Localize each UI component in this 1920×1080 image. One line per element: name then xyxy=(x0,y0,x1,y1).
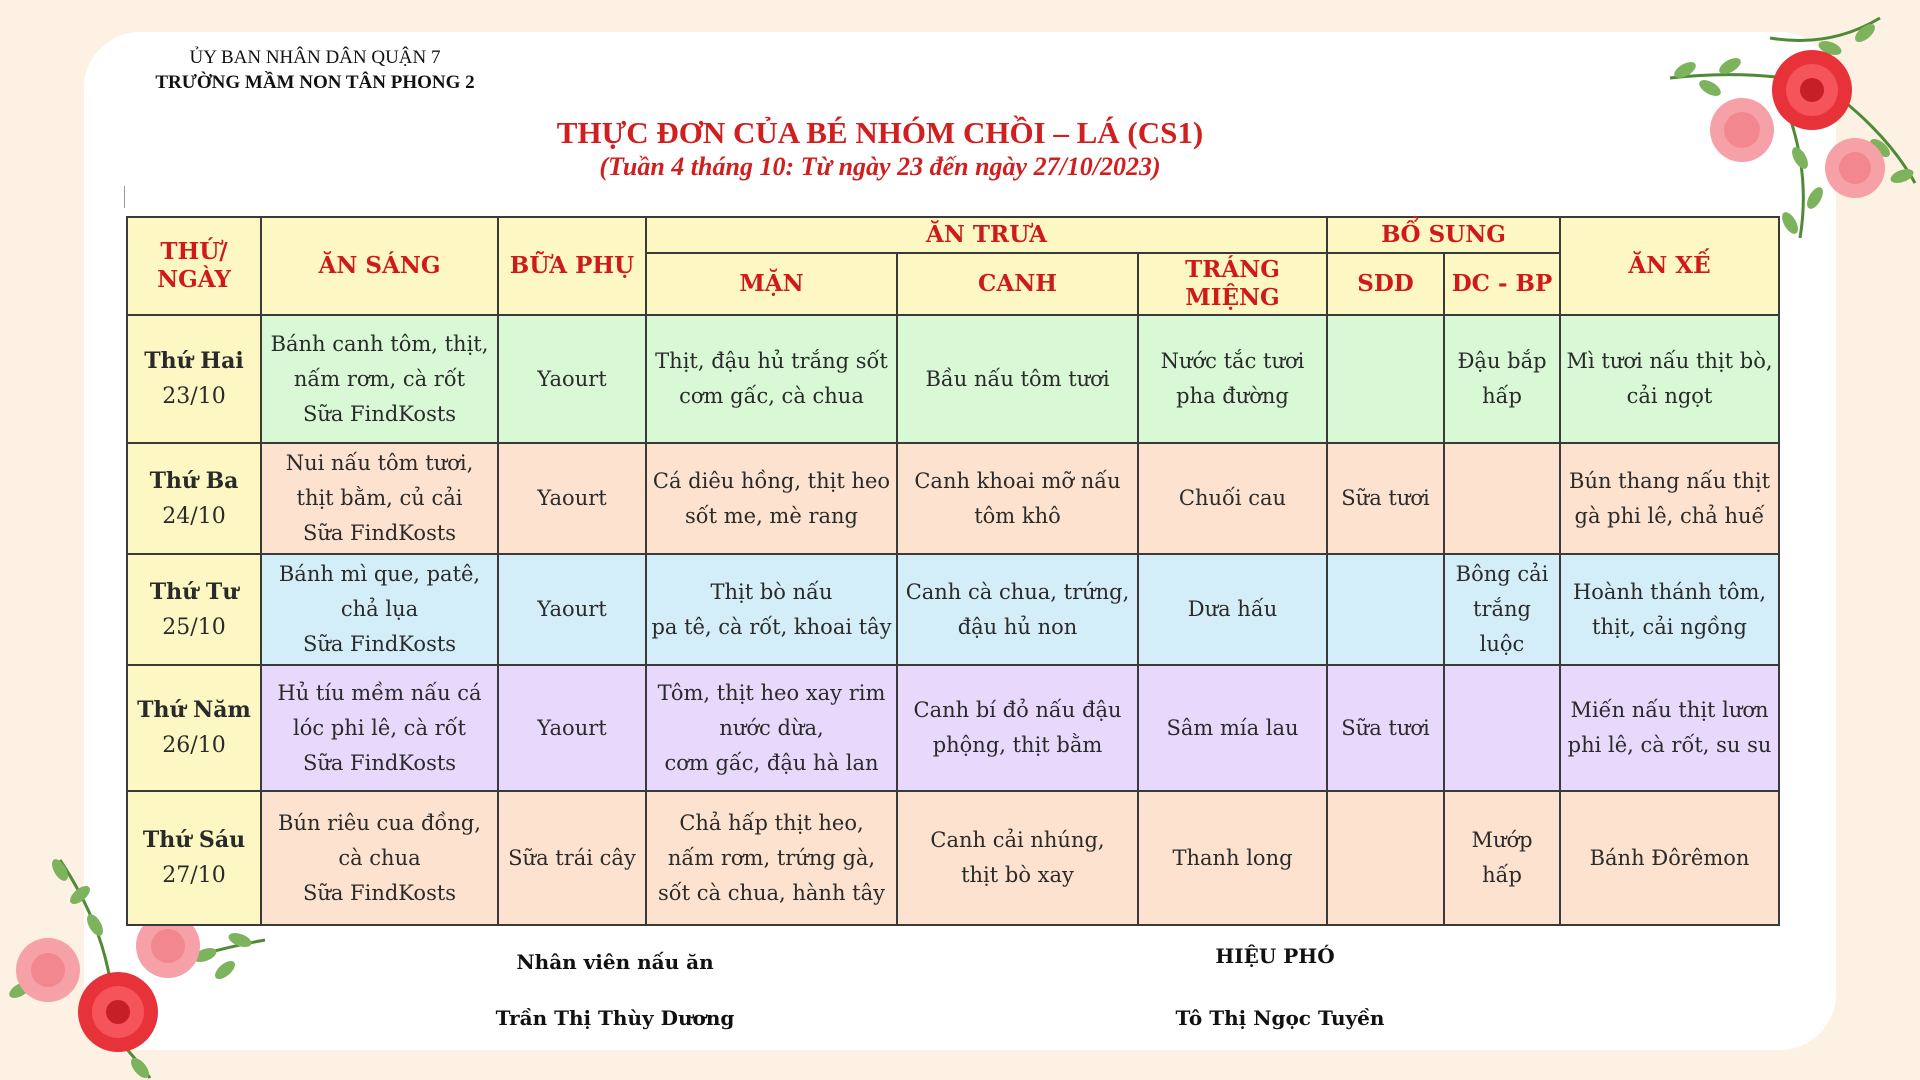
dcbp-cell xyxy=(1444,443,1560,554)
header-dcbp: DC - BP xyxy=(1444,253,1560,315)
cook-signature-title: Nhân viên nấu ăn xyxy=(516,950,714,974)
header-afternoon: ĂN XẾ xyxy=(1560,217,1779,315)
man-cell xyxy=(646,443,897,554)
cell-text: Bầu nấu tôm tươi xyxy=(925,366,1110,391)
header-canh: CANH xyxy=(897,253,1138,315)
cell-text: chả lụa xyxy=(340,597,419,621)
header-sdd: SDD xyxy=(1327,253,1444,315)
day-date: 26/10 xyxy=(162,733,226,758)
cell-text: Sữa FindKosts xyxy=(302,632,457,656)
cell-text: Canh khoai mỡ nấu xyxy=(914,468,1121,493)
cell-text: Yaourt xyxy=(537,715,607,740)
afternoon-cell xyxy=(1560,443,1779,554)
cell-text: pa tê, cà rốt, khoai tây xyxy=(651,614,892,639)
breakfast-cell xyxy=(261,665,498,791)
cell-text: Miến nấu thịt lươn xyxy=(1570,698,1769,722)
day-cell xyxy=(127,315,261,443)
cell-text: trắng xyxy=(1473,597,1531,621)
breakfast-cell xyxy=(261,315,498,443)
cell-text: Dưa hấu xyxy=(1187,597,1278,621)
menu-table xyxy=(126,216,1780,926)
cell-text: pha đường xyxy=(1176,384,1289,408)
sdd-cell xyxy=(1327,791,1444,925)
cell-text: Mướp xyxy=(1471,828,1533,852)
man-cell xyxy=(646,665,897,791)
header-supplement-group: BỔ SUNG xyxy=(1327,217,1560,253)
cell-text: phộng, thịt bằm xyxy=(932,733,1103,757)
vice-principal-name: Tô Thị Ngọc Tuyền xyxy=(1175,1006,1385,1030)
header-day: THỨ/ NGÀY xyxy=(127,217,261,315)
breakfast-cell xyxy=(261,443,498,554)
flower-decoration-top-right xyxy=(1640,8,1920,248)
cell-text: Bún riêu cua đồng, xyxy=(278,810,481,835)
page-title: THỰC ĐƠN CỦA BÉ NHÓM CHỒI – LÁ (CS1) xyxy=(556,115,1204,150)
table-row xyxy=(127,443,1779,554)
day-date: 27/10 xyxy=(162,863,226,888)
sdd-cell xyxy=(1327,443,1444,554)
cell-text: Thịt, đậu hủ trắng sốt xyxy=(655,349,888,373)
dessert-cell xyxy=(1138,665,1327,791)
cell-text: đậu hủ non xyxy=(957,614,1078,639)
org-line-2: TRƯỜNG MẦM NON TÂN PHONG 2 xyxy=(155,72,475,93)
cell-text: sốt cà chua, hành tây xyxy=(658,880,885,905)
breakfast-cell xyxy=(261,791,498,925)
cell-text: Bánh canh tôm, thịt, xyxy=(270,331,489,356)
snack-cell xyxy=(498,665,646,791)
cell-text: Yaourt xyxy=(537,366,607,391)
dcbp-cell xyxy=(1444,665,1560,791)
day-date: 24/10 xyxy=(162,503,226,529)
canh-cell xyxy=(897,443,1138,554)
cell-text: Cá diêu hồng, thịt heo xyxy=(652,468,891,493)
afternoon-cell xyxy=(1560,665,1779,791)
org-line-1: ỦY BAN NHÂN DÂN QUẬN 7 xyxy=(189,47,441,68)
cell-text: hấp xyxy=(1482,863,1522,887)
canh-cell xyxy=(897,665,1138,791)
sdd-cell xyxy=(1327,665,1444,791)
cell-text: Bông cải xyxy=(1455,562,1549,586)
cell-text: thịt bò xay xyxy=(961,863,1074,887)
canh-cell xyxy=(897,791,1138,925)
sdd-cell xyxy=(1327,554,1444,665)
table-row xyxy=(127,315,1779,443)
cell-text: Sữa FindKosts xyxy=(302,880,457,905)
vice-principal-title: HIỆU PHÓ xyxy=(1215,944,1335,968)
dessert-cell xyxy=(1138,315,1327,443)
cell-text: Canh cải nhúng, xyxy=(930,828,1105,852)
cell-text: lóc phi lê, cà rốt xyxy=(293,715,466,740)
cell-text: Bánh Đôrêmon xyxy=(1589,845,1750,870)
cell-text: nấm rơm, cà rốt xyxy=(293,366,466,391)
day-date: 23/10 xyxy=(162,384,226,409)
cell-text: nước dừa, xyxy=(719,715,824,740)
cook-signature-name: Trần Thị Thùy Dương xyxy=(495,1006,735,1030)
cell-text: Sữa FindKosts xyxy=(302,750,457,775)
cell-text: Chả hấp thịt heo, xyxy=(679,810,864,835)
day-name: Thứ Năm xyxy=(137,697,251,723)
cell-text: Nui nấu tôm tươi, xyxy=(285,451,474,475)
cell-text: cơm gấc, cà chua xyxy=(679,384,864,408)
dcbp-cell xyxy=(1444,554,1560,665)
dcbp-cell xyxy=(1444,315,1560,443)
dcbp-cell xyxy=(1444,791,1560,925)
day-name: Thứ Sáu xyxy=(142,827,246,853)
cell-text: Sữa tươi xyxy=(1341,486,1430,510)
cell-text: Hoành thánh tôm, xyxy=(1572,579,1767,604)
day-cell xyxy=(127,791,261,925)
day-cell xyxy=(127,554,261,665)
header-breakfast: ĂN SÁNG xyxy=(261,217,498,315)
cell-text: gà phi lê, chả huế xyxy=(1574,503,1765,528)
cell-text: Bánh mì que, patê, xyxy=(278,562,481,586)
cell-text: Hủ tíu mềm nấu cá xyxy=(277,680,482,705)
cell-text: thịt bằm, củ cải xyxy=(296,486,463,510)
canh-cell xyxy=(897,554,1138,665)
cell-text: sốt me, mè rang xyxy=(685,503,858,528)
cell-text: Bún thang nấu thịt xyxy=(1569,468,1771,493)
day-name: Thứ Tư xyxy=(149,578,239,605)
table-row xyxy=(127,665,1779,791)
table-row xyxy=(127,554,1779,665)
day-name: Thứ Ba xyxy=(149,467,239,494)
cell-text: cơm gấc, đậu hà lan xyxy=(664,750,879,775)
cell-text: Đậu bắp xyxy=(1457,349,1547,373)
day-cell xyxy=(127,665,261,791)
day-cell xyxy=(127,443,261,554)
divider-mark xyxy=(124,186,125,208)
cell-text: Canh cà chua, trứng, xyxy=(905,579,1130,604)
snack-cell xyxy=(498,554,646,665)
cell-text: cải ngọt xyxy=(1626,384,1713,408)
afternoon-cell xyxy=(1560,315,1779,443)
snack-cell xyxy=(498,443,646,554)
table-row xyxy=(127,791,1779,925)
cell-text: Sâm mía lau xyxy=(1166,715,1299,740)
menu-title-block xyxy=(500,114,1260,182)
dessert-cell xyxy=(1138,791,1327,925)
breakfast-cell xyxy=(261,554,498,665)
man-cell xyxy=(646,554,897,665)
header-man: MẶN xyxy=(646,253,897,315)
header-lunch-group: ĂN TRƯA xyxy=(646,217,1327,253)
snack-cell xyxy=(498,791,646,925)
dessert-cell xyxy=(1138,554,1327,665)
cell-text: Thanh long xyxy=(1172,845,1293,870)
cell-text: Sữa FindKosts xyxy=(302,521,457,545)
cell-text: Yaourt xyxy=(537,486,607,510)
cell-text: phi lê, cà rốt, su su xyxy=(1567,733,1772,757)
cell-text: hấp xyxy=(1482,384,1522,408)
header-dessert: TRÁNG MIỆNG xyxy=(1138,253,1327,315)
cell-text: Sữa trái cây xyxy=(508,845,636,870)
cell-text: Tôm, thịt heo xay rim xyxy=(657,680,886,705)
cell-text: tôm khô xyxy=(974,503,1061,528)
page-subtitle: (Tuần 4 tháng 10: Từ ngày 23 đến ngày 27/10/2023) xyxy=(599,152,1161,181)
cell-text: cà chua xyxy=(338,845,421,870)
afternoon-cell xyxy=(1560,554,1779,665)
cell-text: thịt, cải ngồng xyxy=(1592,614,1747,639)
afternoon-cell xyxy=(1560,791,1779,925)
canh-cell xyxy=(897,315,1138,443)
cell-text: Mì tươi nấu thịt bò, xyxy=(1566,349,1773,373)
cell-text: Sữa FindKosts xyxy=(302,401,457,426)
day-name: Thứ Hai xyxy=(144,348,244,374)
cell-text: Thịt bò nấu xyxy=(710,579,833,604)
cell-text: Chuối cau xyxy=(1178,486,1287,510)
cell-text: Yaourt xyxy=(537,597,607,621)
cell-text: nấm rơm, trứng gà, xyxy=(667,845,876,870)
cell-text: Nước tắc tươi xyxy=(1160,349,1305,373)
cell-text: Sữa tươi xyxy=(1341,715,1430,740)
snack-cell xyxy=(498,315,646,443)
sdd-cell xyxy=(1327,315,1444,443)
cell-text: luộc xyxy=(1479,632,1525,656)
man-cell xyxy=(646,791,897,925)
dessert-cell xyxy=(1138,443,1327,554)
cell-text: Canh bí đỏ nấu đậu xyxy=(913,698,1122,722)
header-snack: BỮA PHỤ xyxy=(498,217,646,315)
organization-header xyxy=(150,46,480,96)
day-date: 25/10 xyxy=(162,614,226,640)
man-cell xyxy=(646,315,897,443)
